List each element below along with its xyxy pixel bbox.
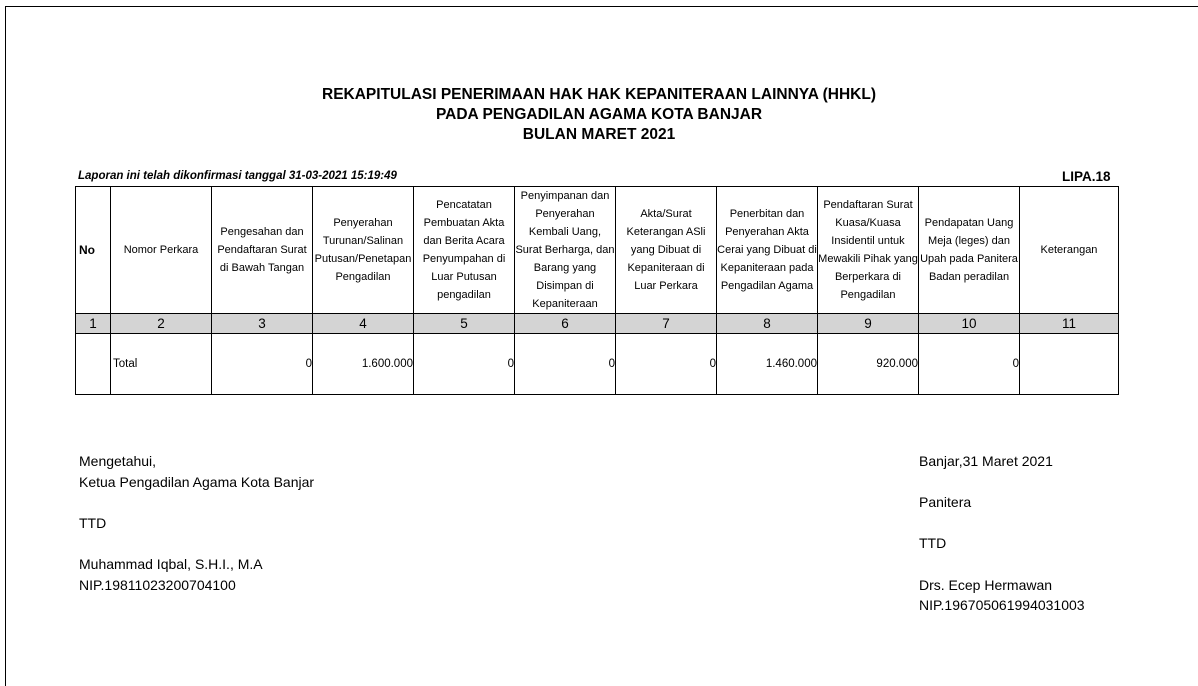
signer-name: Muhammad Iqbal, S.H.I., M.A	[79, 555, 263, 572]
signer-nip: NIP.19811023200704100	[79, 576, 236, 593]
column-number-cell: 4	[313, 314, 414, 334]
column-number-cell: 8	[717, 314, 818, 334]
column-number-cell: 7	[616, 314, 717, 334]
confirmation-note: Laporan ini telah dikonfirmasi tanggal 31-03-2021 15:19:49	[78, 170, 397, 182]
chairman-title: Ketua Pengadilan Agama Kota Banjar	[79, 473, 315, 490]
value-cell: 0	[515, 334, 616, 395]
signature-right	[919, 451, 1085, 616]
table-header-cell: Penerbitan dan Penyerahan Akta Cerai yang Dibuat di Kepaniteraan pada Pengadilan Agama	[717, 187, 818, 314]
signer-name: Drs. Ecep Hermawan	[919, 576, 1053, 593]
signer-nip: NIP.196705061994031003	[919, 597, 1085, 614]
row-label-cell: Total	[111, 334, 212, 395]
column-number-cell: 3	[212, 314, 313, 334]
column-number-cell: 9	[818, 314, 919, 334]
value-cell: 0	[414, 334, 515, 395]
table-header-cell: Penyerahan Turunan/Salinan Putusan/Penetapan Pengadilan	[313, 187, 414, 314]
table-header-cell: Pendaftaran Surat Kuasa/Kuasa Insidentil untuk Mewakili Pihak yang Berperkara di Pengadilan	[818, 187, 919, 314]
column-number-cell: 1	[76, 314, 111, 334]
value-cell: 1.600.000	[313, 334, 414, 395]
report-title-line3: BULAN MARET 2021	[522, 126, 676, 143]
table-header-cell: Pencatatan Pembuatan Akta dan Berita Acara Penyumpahan di Luar Putusan pengadilan	[414, 187, 515, 314]
report-title-line2: PADA PENGADILAN AGAMA KOTA BANJAR	[435, 106, 763, 123]
acknowledge-label: Mengetahui,	[79, 453, 157, 469]
value-cell: 0	[616, 334, 717, 395]
keterangan-cell	[1020, 334, 1119, 395]
signature-left	[79, 451, 314, 595]
table-header-cell: Keterangan	[1020, 187, 1119, 314]
value-cell: 0	[212, 334, 313, 395]
recap-table	[75, 186, 1119, 395]
table-header-cell: No	[76, 187, 111, 314]
value-cell: 920.000	[818, 334, 919, 395]
signature-ttd: TTD	[919, 535, 947, 552]
table-row-total	[76, 334, 1119, 395]
column-number-cell: 2	[111, 314, 212, 334]
report-title-line1: REKAPITULASI PENERIMAAN HAK HAK KEPANITERAAN LAINNYA (HHKL)	[322, 86, 876, 103]
table-header-cell: Nomor Perkara	[111, 187, 212, 314]
table-header-row	[76, 187, 1119, 314]
column-number-cell: 5	[414, 314, 515, 334]
value-cell: 0	[919, 334, 1020, 395]
value-cell: 1.460.000	[717, 334, 818, 395]
column-number-row	[76, 314, 1119, 334]
row-no-cell	[76, 334, 111, 395]
column-number-cell: 10	[919, 314, 1020, 334]
table-header-cell: Akta/Surat Keterangan ASli yang Dibuat di Kepaniteraan di Luar Perkara	[616, 187, 717, 314]
table-header-cell: Pendapatan Uang Meja (leges) dan Upah pada Panitera Badan peradilan	[919, 187, 1020, 314]
signature-ttd: TTD	[79, 514, 107, 531]
place-date: Banjar,31 Maret 2021	[919, 453, 1053, 469]
table-header-cell: Penyimpanan dan Penyerahan Kembali Uang, Surat Berharga, dan Barang yang Disimpan di Kepaniteraan	[515, 187, 616, 314]
clerk-title: Panitera	[919, 494, 972, 511]
form-code: LIPA.18	[1062, 169, 1111, 184]
column-number-cell: 6	[515, 314, 616, 334]
column-number-cell: 11	[1020, 314, 1119, 334]
table-header-cell: Pengesahan dan Pendaftaran Surat di Bawah Tangan	[212, 187, 313, 314]
